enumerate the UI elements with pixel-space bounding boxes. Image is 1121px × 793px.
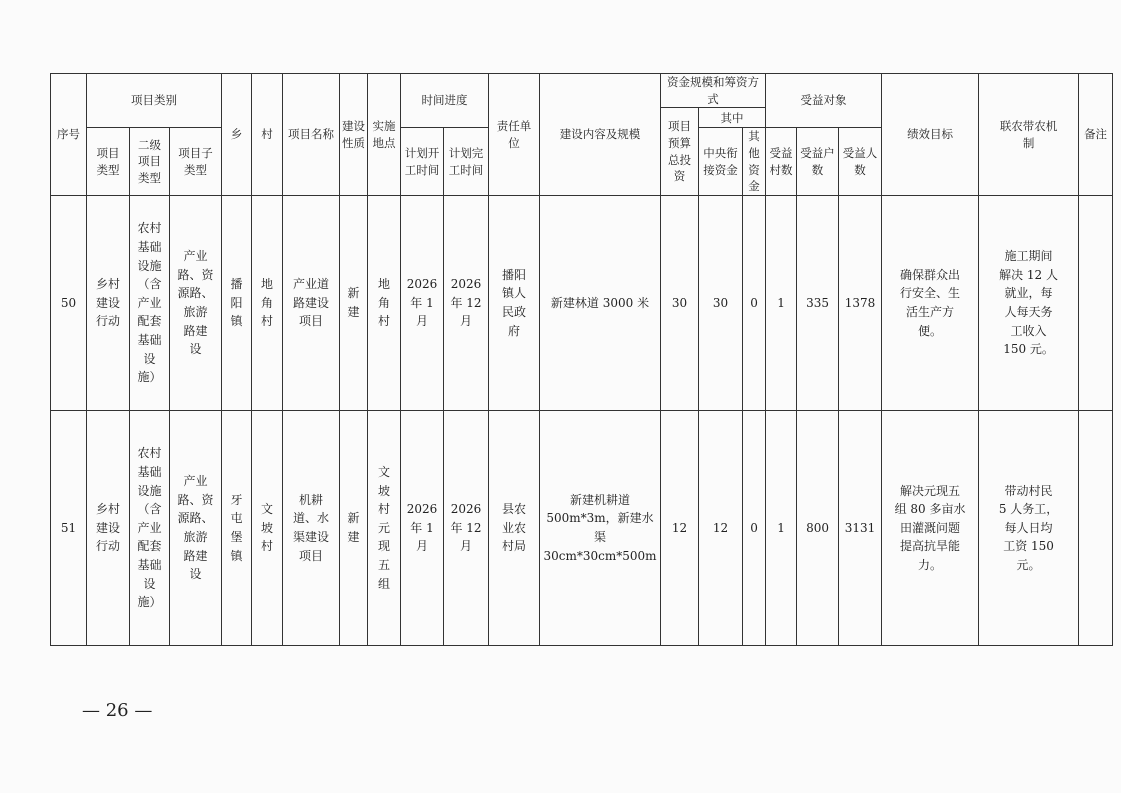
header-ben-villages: 受益 村数	[766, 128, 797, 196]
header-location: 实施 地点	[368, 74, 401, 196]
header-township: 乡	[222, 74, 252, 196]
header-funding: 资金规模和筹资方 式	[661, 74, 766, 108]
header-performance: 绩效目标	[882, 74, 979, 196]
header-responsible: 责任单 位	[489, 74, 540, 196]
header-content: 建设内容及规模	[540, 74, 661, 196]
cell-cat-sub: 产业 路、资 源路、 旅游 路建 设	[170, 196, 222, 411]
cell-ben-households: 800	[797, 411, 839, 646]
cell-village: 文 坡 村	[252, 411, 283, 646]
cell-mechanism: 带动村民 5 人务工， 每人日均 工资 150 元。	[979, 411, 1079, 646]
header-cat-level2: 二级 项目 类型	[130, 128, 170, 196]
cell-nature: 新 建	[340, 411, 368, 646]
header-village: 村	[252, 74, 283, 196]
header-remarks: 备注	[1079, 74, 1113, 196]
cell-cat-level2: 农村 基础 设施 （含 产业 配套 基础 设 施）	[130, 411, 170, 646]
cell-budget: 12	[661, 411, 699, 646]
cell-township: 牙 屯 堡 镇	[222, 411, 252, 646]
cell-ben-villages: 1	[766, 411, 797, 646]
cell-end: 2026 年 12 月	[444, 411, 489, 646]
header-among: 其中	[699, 108, 766, 128]
cell-township: 播 阳 镇	[222, 196, 252, 411]
cell-village: 地 角 村	[252, 196, 283, 411]
table-row	[51, 196, 1113, 411]
header-budget: 项目 预算 总投 资	[661, 108, 699, 196]
cell-other: 0	[743, 411, 766, 646]
cell-location: 文 坡 村 元 现 五 组	[368, 411, 401, 646]
cell-budget: 30	[661, 196, 699, 411]
cell-central: 30	[699, 196, 743, 411]
cell-seq: 50	[51, 196, 87, 411]
cell-cat-type: 乡村 建设 行动	[87, 196, 130, 411]
header-ben-people: 受益人 数	[839, 128, 882, 196]
header-cat-sub: 项目子 类型	[170, 128, 222, 196]
header-cat-type: 项目 类型	[87, 128, 130, 196]
cell-nature: 新 建	[340, 196, 368, 411]
header-ben-households: 受益户 数	[797, 128, 839, 196]
cell-start: 2026 年 1 月	[401, 411, 444, 646]
cell-content: 新建林道 3000 米	[540, 196, 661, 411]
table-row	[51, 411, 1113, 646]
cell-location: 地 角 村	[368, 196, 401, 411]
header-other: 其 他 资 金	[743, 128, 766, 196]
header-mechanism: 联农带农机 制	[979, 74, 1079, 196]
cell-end: 2026 年 12 月	[444, 196, 489, 411]
cell-name: 产业道 路建设 项目	[283, 196, 340, 411]
cell-cat-level2: 农村 基础 设施 （含 产业 配套 基础 设 施）	[130, 196, 170, 411]
cell-content: 新建机耕道 500m*3m，新建水 渠 30cm*30cm*500m	[540, 411, 661, 646]
header-seq: 序号	[51, 74, 87, 196]
page-number: — 26 —	[82, 700, 153, 721]
cell-ben-people: 1378	[839, 196, 882, 411]
cell-mechanism: 施工期间 解决 12 人 就业，每 人每天务 工收入 150 元。	[979, 196, 1079, 411]
cell-central: 12	[699, 411, 743, 646]
cell-performance: 确保群众出 行安全、生 活生产方 便。	[882, 196, 979, 411]
cell-other: 0	[743, 196, 766, 411]
cell-responsible: 县农 业农 村局	[489, 411, 540, 646]
cell-remarks	[1079, 411, 1113, 646]
header-beneficiary: 受益对象	[766, 74, 882, 128]
header-category: 项目类别	[87, 74, 222, 128]
cell-ben-villages: 1	[766, 196, 797, 411]
cell-ben-people: 3131	[839, 411, 882, 646]
header-central: 中央衔 接资金	[699, 128, 743, 196]
header-end: 计划完 工时间	[444, 128, 489, 196]
header-start: 计划开 工时间	[401, 128, 444, 196]
project-table	[50, 73, 1113, 646]
header-name: 项目名称	[283, 74, 340, 196]
cell-seq: 51	[51, 411, 87, 646]
header-schedule: 时间进度	[401, 74, 489, 128]
cell-remarks	[1079, 196, 1113, 411]
header-nature: 建设 性质	[340, 74, 368, 196]
cell-cat-sub: 产业 路、资 源路、 旅游 路建 设	[170, 411, 222, 646]
cell-cat-type: 乡村 建设 行动	[87, 411, 130, 646]
cell-name: 机耕 道、水 渠建设 项目	[283, 411, 340, 646]
cell-ben-households: 335	[797, 196, 839, 411]
cell-start: 2026 年 1 月	[401, 196, 444, 411]
cell-responsible: 播阳 镇人 民政 府	[489, 196, 540, 411]
cell-performance: 解决元现五 组 80 多亩水 田灌溉问题 提高抗旱能 力。	[882, 411, 979, 646]
